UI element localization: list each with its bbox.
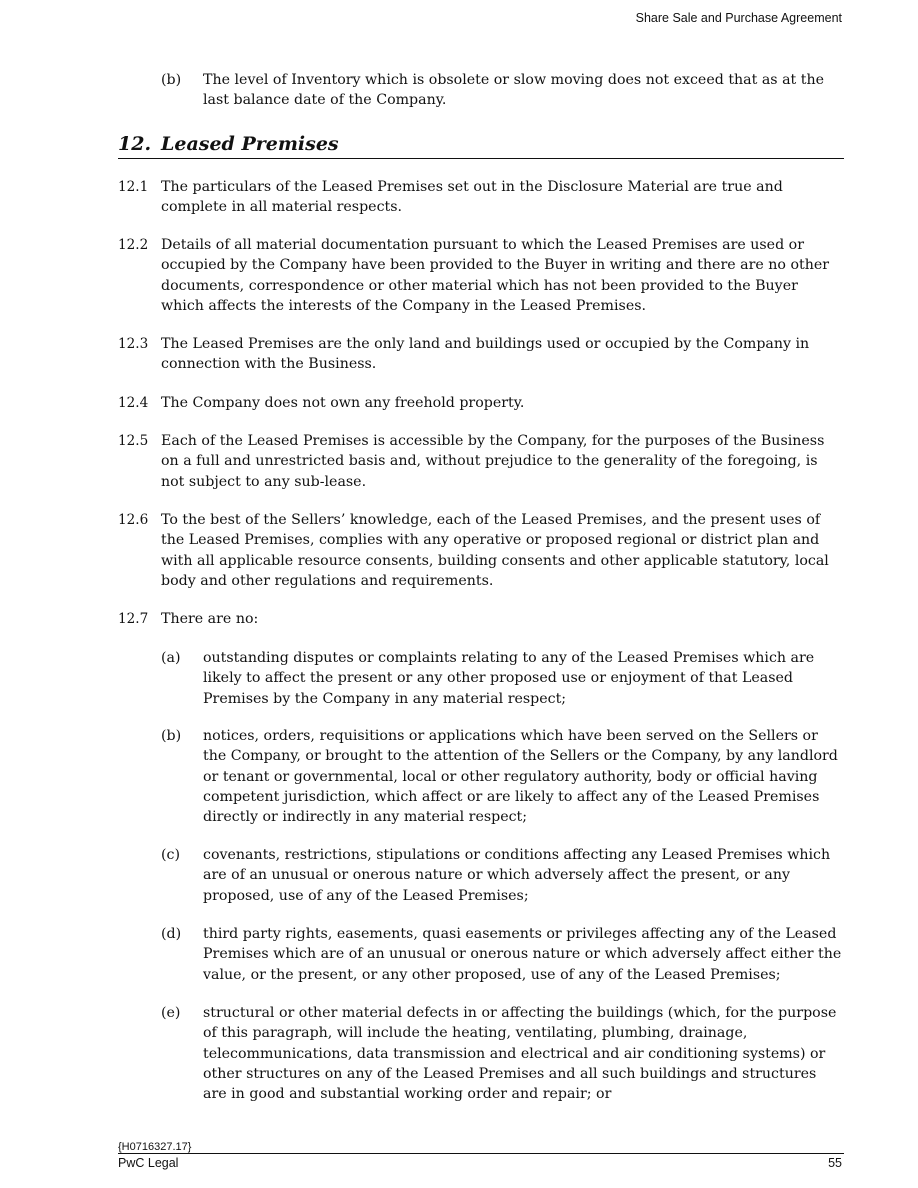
clause-number: 12.5 bbox=[118, 433, 149, 449]
clause-number: 12.1 bbox=[118, 179, 149, 195]
clause-text: To the best of the Sellers’ knowledge, each of the Leased Premises, and the present uses of the Leased Premises, complies with any operative or proposed regional or district plan and with all applicable resource consents, building consents and other applicable statutory, local body and other regulations and requirements. bbox=[161, 512, 829, 589]
clause-text: There are no: bbox=[161, 611, 259, 627]
item-text: notices, orders, requisitions or applications which have been served on the Sellers or the Company, or brought to the attention of the Sellers or the Company, by any landlord or tenant or governmental, local or other regulatory authority, body or official having competent jurisdiction, which affect or are likely to affect any of the Leased Premises directly or indirectly in any material respect; bbox=[203, 728, 838, 826]
clause-number: 12.3 bbox=[118, 336, 149, 352]
item-label: (c) bbox=[161, 847, 181, 863]
section-number: 12. bbox=[118, 133, 152, 155]
running-header: Share Sale and Purchase Agreement bbox=[635, 11, 842, 25]
footer-firm: PwC Legal bbox=[118, 1156, 179, 1170]
item-text: covenants, restrictions, stipulations or conditions affecting any Leased Premises which are of an unusual or onerous nature or which adversely affect the present, or any proposed, use of any of the Leased Premises; bbox=[203, 847, 831, 904]
item-label: (d) bbox=[161, 926, 182, 942]
page-number: 55 bbox=[828, 1156, 842, 1170]
item-label: (b) bbox=[161, 72, 182, 88]
item-text: third party rights, easements, quasi easements or privileges affecting any of the Leased Premises which are of an unusual or onerous nature or which adversely affect either the value, or the present, or any other proposed, use of any of the Leased Premises; bbox=[203, 926, 842, 983]
item-text: The level of Inventory which is obsolete or slow moving does not exceed that as at the last balance date of the Company. bbox=[203, 72, 824, 109]
clause-number: 12.6 bbox=[118, 512, 149, 528]
item-label: (b) bbox=[161, 728, 182, 744]
section-heading bbox=[118, 132, 844, 159]
clause-text: Each of the Leased Premises is accessible by the Company, for the purposes of the Business on a full and unrestricted basis and, without prejudice to the generality of the foregoing, is not subject to any sub-lease. bbox=[161, 433, 825, 490]
clause-text: The Leased Premises are the only land and buildings used or occupied by the Company in connection with the Business. bbox=[161, 336, 810, 373]
clause-text: The particulars of the Leased Premises set out in the Disclosure Material are true and complete in all material respects. bbox=[161, 179, 783, 216]
item-label: (e) bbox=[161, 1005, 181, 1021]
clause-number: 12.2 bbox=[118, 237, 149, 253]
document-reference: {H0716327.17} bbox=[118, 1141, 192, 1153]
section-title: Leased Premises bbox=[161, 133, 339, 155]
clause-number: 12.7 bbox=[118, 611, 149, 627]
footer-divider bbox=[118, 1153, 844, 1154]
item-text: outstanding disputes or complaints relating to any of the Leased Premises which are likely to affect the present or any other proposed use or enjoyment of that Leased Premises by the Company in any material respect; bbox=[203, 650, 815, 707]
clause-text: The Company does not own any freehold property. bbox=[161, 395, 525, 411]
item-label: (a) bbox=[161, 650, 181, 666]
clause-number: 12.4 bbox=[118, 395, 149, 411]
item-text: structural or other material defects in or affecting the buildings (which, for the purpose of this paragraph, will include the heating, ventilating, plumbing, drainage, telecommunications, data transmission and electrical and air conditioning systems) or other structures on any of the Leased Premises and all such buildings and structures are in good and substantial working order and repair; or bbox=[203, 1005, 837, 1103]
clause-text: Details of all material documentation pursuant to which the Leased Premises are used or occupied by the Company have been provided to the Buyer in writing and there are no other documents, correspondence or other material which has not been provided to the Buyer which affects the interests of the Company in the Leased Premises. bbox=[161, 237, 830, 314]
